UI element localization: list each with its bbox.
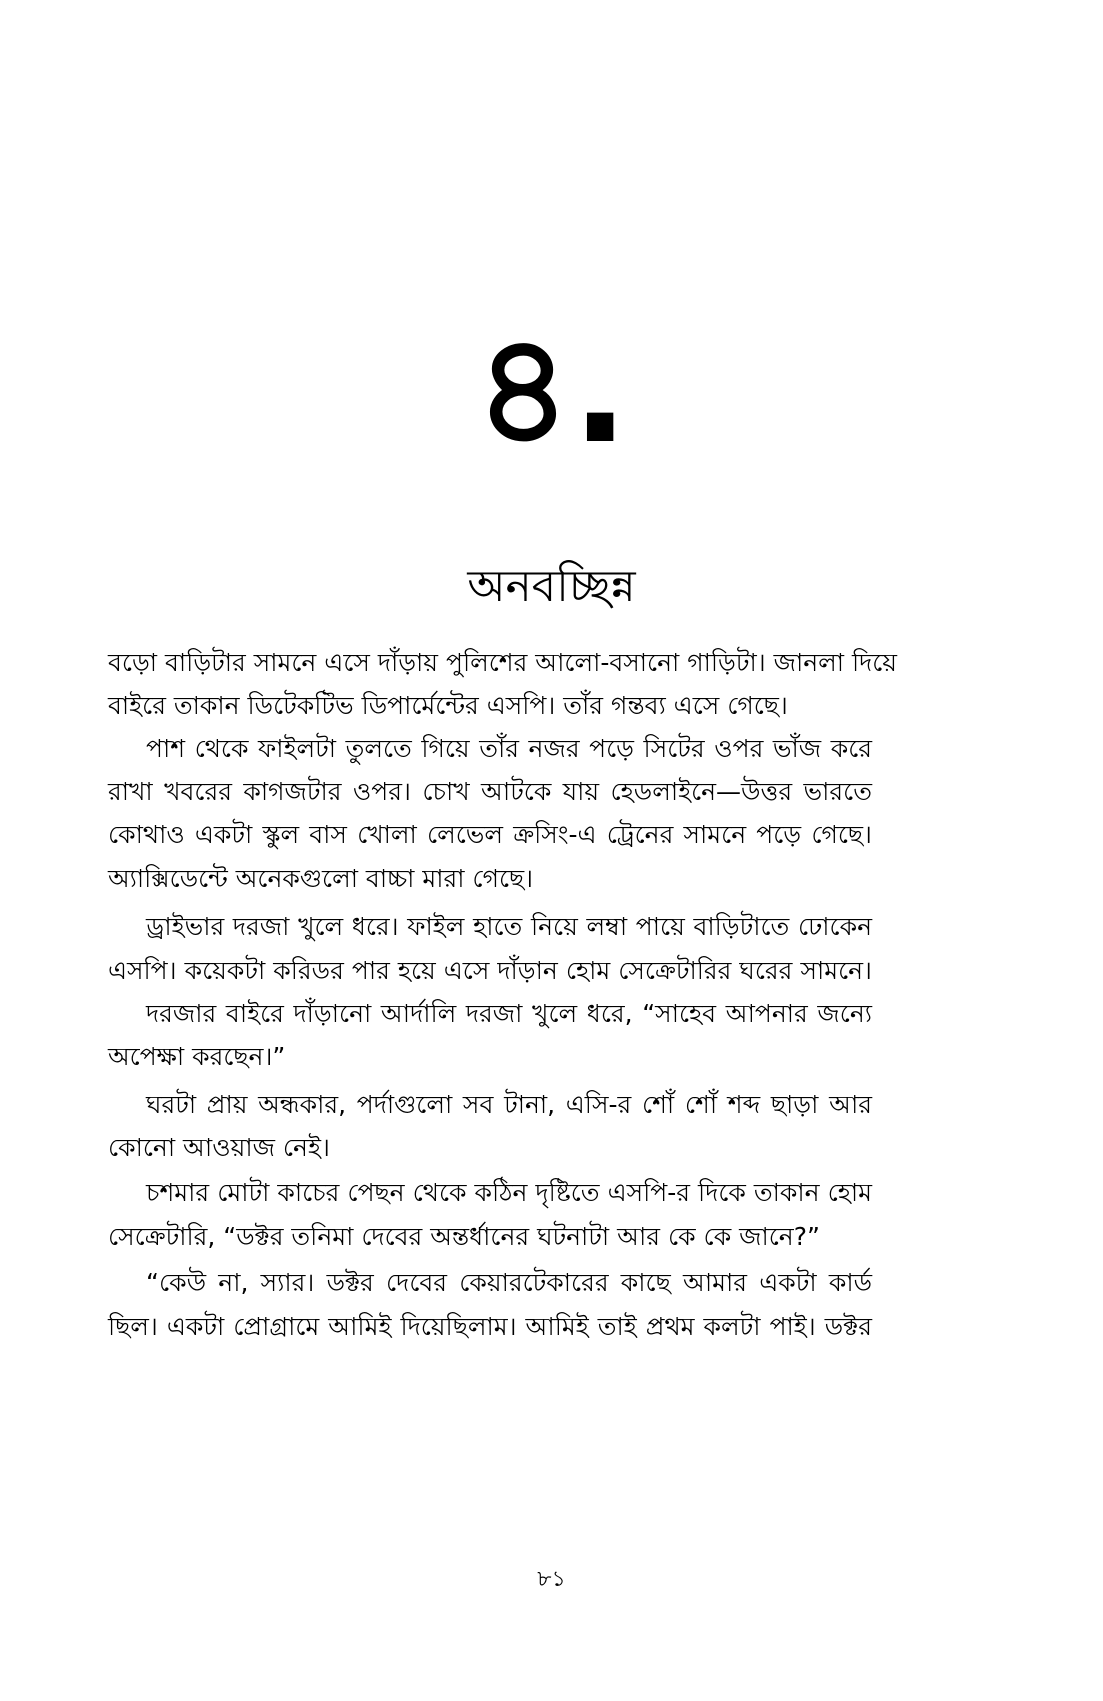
text-line: বড়ো বাড়িটার সামনে এসে দাঁড়ায় পুলিশের আলো-বসানো গাড়িটা। জানলা দিয়ে xyxy=(108,648,898,677)
text-line: ছিল। একটা প্রোগ্রামে আমিই দিয়েছিলাম। আমিই তাই প্রথম কলটা পাই। ডক্টর xyxy=(108,1312,872,1341)
text-line: রাখা খবরের কাগজটার ওপর। চোখ আটকে যায় হেডলাইনে—উত্তর ভারতে xyxy=(108,777,872,806)
text-line: চশমার মোটা কাচের পেছন থেকে কঠিন দৃষ্টিতে এসপি-র দিকে তাকান হোম xyxy=(146,1178,872,1207)
text-line: এসপি। কয়েকটা করিডর পার হয়ে এসে দাঁড়ান হোম সেক্রেটারির ঘরের সামনে। xyxy=(108,956,872,985)
text-line: সেক্রেটারি, “ডক্টর তনিমা দেবের অন্তর্ধানের ঘটনাটা আর কে কে জানে?” xyxy=(108,1222,820,1251)
text-line: বাইরে তাকান ডিটেকটিভ ডিপার্মেন্টের এসপি। তাঁর গন্তব্য এসে গেছে। xyxy=(108,691,788,720)
text-line: অপেক্ষা করছেন।” xyxy=(108,1042,286,1071)
text-line: দরজার বাইরে দাঁড়ানো আর্দালি দরজা খুলে ধরে, “সাহেব আপনার জন্যে xyxy=(146,999,872,1028)
chapter-title: অনবচ্ছিন্ন xyxy=(467,561,636,612)
text-line: অ্যাক্সিডেন্টে অনেকগুলো বাচ্চা মারা গেছে। xyxy=(108,864,534,893)
text-line: ঘরটা প্রায় অন্ধকার, পর্দাগুলো সব টানা, এসি-র শোঁ শোঁ শব্দ ছাড়া আর xyxy=(146,1090,872,1119)
text-line: কোথাও একটা স্কুল বাস খোলা লেভেল ক্রসিং-এ ট্রেনের সামনে পড়ে গেছে। xyxy=(108,820,872,849)
page-number: ৮১ xyxy=(537,1567,566,1592)
text-line: “কেউ না, স্যার। ডক্টর দেবের কেয়ারটেকারের কাছে আমার একটা কার্ড xyxy=(146,1268,872,1297)
chapter-number: ৪. xyxy=(474,303,629,477)
text-line: ড্রাইভার দরজা খুলে ধরে। ফাইল হাতে নিয়ে লম্বা পায়ে বাড়িটাতে ঢোকেন xyxy=(146,912,872,941)
text-line: কোনো আওয়াজ নেই। xyxy=(108,1133,330,1162)
text-line: পাশ থেকে ফাইলটা তুলতে গিয়ে তাঁর নজর পড়ে সিটের ওপর ভাঁজ করে xyxy=(146,734,872,763)
